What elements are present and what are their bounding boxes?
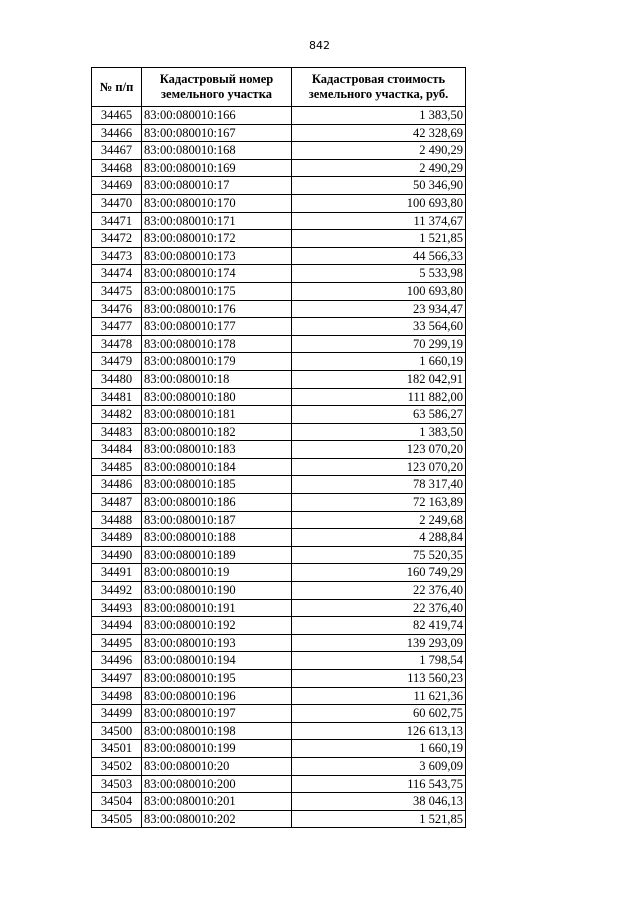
table-row [92, 599, 466, 617]
table-row [92, 282, 466, 300]
table-row [92, 705, 466, 723]
cadastral-number-cell: 83:00:080010:191 [142, 599, 292, 617]
cadastral-number-cell: 83:00:080010:195 [142, 670, 292, 688]
cadastral-value-cell: 1 660,19 [292, 353, 466, 371]
table-row [92, 687, 466, 705]
cadastral-value-cell: 139 293,09 [292, 634, 466, 652]
row-number-cell: 34474 [92, 265, 142, 283]
row-number-cell: 34466 [92, 124, 142, 142]
row-number-cell: 34504 [92, 793, 142, 811]
table-row [92, 564, 466, 582]
cadastral-number-cell: 83:00:080010:182 [142, 423, 292, 441]
cadastral-number-cell: 83:00:080010:200 [142, 775, 292, 793]
cadastral-number-cell: 83:00:080010:197 [142, 705, 292, 723]
cadastral-value-cell: 44 566,33 [292, 247, 466, 265]
row-number-cell: 34491 [92, 564, 142, 582]
cadastral-number-cell: 83:00:080010:181 [142, 406, 292, 424]
cadastral-number-cell: 83:00:080010:198 [142, 722, 292, 740]
row-number-cell: 34496 [92, 652, 142, 670]
cadastral-value-cell: 160 749,29 [292, 564, 466, 582]
cadastral-value-cell: 116 543,75 [292, 775, 466, 793]
header-cadastral-number: Кадастровый номер земельного участка [142, 68, 292, 107]
table-row [92, 212, 466, 230]
row-number-cell: 34480 [92, 370, 142, 388]
row-number-cell: 34467 [92, 142, 142, 160]
table-row [92, 142, 466, 160]
table-row [92, 124, 466, 142]
cadastral-number-cell: 83:00:080010:196 [142, 687, 292, 705]
cadastral-number-cell: 83:00:080010:201 [142, 793, 292, 811]
row-number-cell: 34495 [92, 634, 142, 652]
row-number-cell: 34478 [92, 335, 142, 353]
row-number-cell: 34476 [92, 300, 142, 318]
cadastral-value-cell: 70 299,19 [292, 335, 466, 353]
cadastral-number-cell: 83:00:080010:185 [142, 476, 292, 494]
row-number-cell: 34499 [92, 705, 142, 723]
row-number-cell: 34471 [92, 212, 142, 230]
table-row [92, 318, 466, 336]
table-row [92, 230, 466, 248]
cadastral-value-cell: 3 609,09 [292, 757, 466, 775]
table-row [92, 370, 466, 388]
cadastral-number-cell: 83:00:080010:177 [142, 318, 292, 336]
table-row [92, 582, 466, 600]
table-row [92, 722, 466, 740]
cadastral-value-cell: 2 490,29 [292, 159, 466, 177]
cadastral-value-cell: 22 376,40 [292, 582, 466, 600]
header-row-number: № п/п [92, 68, 142, 107]
row-number-cell: 34487 [92, 494, 142, 512]
table-row [92, 670, 466, 688]
table-row [92, 107, 466, 125]
row-number-cell: 34483 [92, 423, 142, 441]
row-number-cell: 34469 [92, 177, 142, 195]
cadastral-value-cell: 38 046,13 [292, 793, 466, 811]
cadastral-value-cell: 126 613,13 [292, 722, 466, 740]
cadastral-number-cell: 83:00:080010:19 [142, 564, 292, 582]
cadastral-number-cell: 83:00:080010:17 [142, 177, 292, 195]
table-row [92, 546, 466, 564]
cadastral-value-cell: 100 693,80 [292, 282, 466, 300]
cadastral-number-cell: 83:00:080010:194 [142, 652, 292, 670]
cadastral-value-cell: 123 070,20 [292, 458, 466, 476]
cadastral-number-cell: 83:00:080010:168 [142, 142, 292, 160]
cadastral-value-cell: 82 419,74 [292, 617, 466, 635]
table-row [92, 494, 466, 512]
table-row [92, 265, 466, 283]
cadastral-number-cell: 83:00:080010:189 [142, 546, 292, 564]
cadastral-number-cell: 83:00:080010:193 [142, 634, 292, 652]
cadastral-value-cell: 182 042,91 [292, 370, 466, 388]
row-number-cell: 34489 [92, 529, 142, 547]
cadastral-number-cell: 83:00:080010:187 [142, 511, 292, 529]
table-row [92, 757, 466, 775]
cadastral-number-cell: 83:00:080010:184 [142, 458, 292, 476]
cadastral-value-cell: 63 586,27 [292, 406, 466, 424]
cadastral-value-cell: 11 374,67 [292, 212, 466, 230]
cadastral-number-cell: 83:00:080010:20 [142, 757, 292, 775]
table-row [92, 406, 466, 424]
cadastral-value-cell: 1 798,54 [292, 652, 466, 670]
row-number-cell: 34482 [92, 406, 142, 424]
cadastral-value-cell: 4 288,84 [292, 529, 466, 547]
table-row [92, 793, 466, 811]
table-body [92, 107, 466, 828]
row-number-cell: 34497 [92, 670, 142, 688]
cadastral-number-cell: 83:00:080010:167 [142, 124, 292, 142]
row-number-cell: 34501 [92, 740, 142, 758]
cadastral-number-cell: 83:00:080010:171 [142, 212, 292, 230]
cadastral-number-cell: 83:00:080010:174 [142, 265, 292, 283]
row-number-cell: 34472 [92, 230, 142, 248]
table-row [92, 476, 466, 494]
table-row [92, 423, 466, 441]
row-number-cell: 34488 [92, 511, 142, 529]
table-header-row [92, 68, 466, 107]
cadastral-value-cell: 23 934,47 [292, 300, 466, 318]
cadastral-number-cell: 83:00:080010:175 [142, 282, 292, 300]
table-row [92, 529, 466, 547]
row-number-cell: 34485 [92, 458, 142, 476]
table-row [92, 335, 466, 353]
cadastral-value-cell: 72 163,89 [292, 494, 466, 512]
cadastral-number-cell: 83:00:080010:178 [142, 335, 292, 353]
table-row [92, 511, 466, 529]
table-row [92, 353, 466, 371]
table-row [92, 652, 466, 670]
cadastral-value-cell: 75 520,35 [292, 546, 466, 564]
cadastral-value-cell: 1 660,19 [292, 740, 466, 758]
row-number-cell: 34470 [92, 194, 142, 212]
row-number-cell: 34477 [92, 318, 142, 336]
row-number-cell: 34465 [92, 107, 142, 125]
cadastral-number-cell: 83:00:080010:180 [142, 388, 292, 406]
cadastral-number-cell: 83:00:080010:176 [142, 300, 292, 318]
table-row [92, 159, 466, 177]
cadastral-number-cell: 83:00:080010:169 [142, 159, 292, 177]
cadastral-number-cell: 83:00:080010:188 [142, 529, 292, 547]
table-row [92, 300, 466, 318]
cadastral-value-cell: 42 328,69 [292, 124, 466, 142]
table-row [92, 388, 466, 406]
cadastral-value-cell: 5 533,98 [292, 265, 466, 283]
row-number-cell: 34502 [92, 757, 142, 775]
cadastral-value-cell: 123 070,20 [292, 441, 466, 459]
row-number-cell: 34500 [92, 722, 142, 740]
row-number-cell: 34490 [92, 546, 142, 564]
cadastral-value-cell: 2 490,29 [292, 142, 466, 160]
cadastral-value-cell: 2 249,68 [292, 511, 466, 529]
cadastral-value-cell: 22 376,40 [292, 599, 466, 617]
row-number-cell: 34493 [92, 599, 142, 617]
page-number: 842 [309, 39, 330, 52]
row-number-cell: 34479 [92, 353, 142, 371]
cadastral-value-cell: 1 521,85 [292, 230, 466, 248]
table-row [92, 458, 466, 476]
table-row [92, 810, 466, 828]
cadastral-value-table [91, 67, 466, 828]
row-number-cell: 34481 [92, 388, 142, 406]
table-row [92, 740, 466, 758]
cadastral-value-cell: 111 882,00 [292, 388, 466, 406]
cadastral-number-cell: 83:00:080010:172 [142, 230, 292, 248]
cadastral-number-cell: 83:00:080010:199 [142, 740, 292, 758]
cadastral-value-cell: 78 317,40 [292, 476, 466, 494]
table-row [92, 775, 466, 793]
cadastral-number-cell: 83:00:080010:166 [142, 107, 292, 125]
cadastral-number-cell: 83:00:080010:186 [142, 494, 292, 512]
cadastral-value-cell: 33 564,60 [292, 318, 466, 336]
row-number-cell: 34492 [92, 582, 142, 600]
cadastral-value-cell: 100 693,80 [292, 194, 466, 212]
cadastral-number-cell: 83:00:080010:170 [142, 194, 292, 212]
row-number-cell: 34486 [92, 476, 142, 494]
cadastral-value-cell: 11 621,36 [292, 687, 466, 705]
cadastral-value-cell: 1 383,50 [292, 107, 466, 125]
row-number-cell: 34468 [92, 159, 142, 177]
table-row [92, 634, 466, 652]
cadastral-number-cell: 83:00:080010:179 [142, 353, 292, 371]
row-number-cell: 34494 [92, 617, 142, 635]
cadastral-number-cell: 83:00:080010:183 [142, 441, 292, 459]
cadastral-number-cell: 83:00:080010:202 [142, 810, 292, 828]
cadastral-value-cell: 113 560,23 [292, 670, 466, 688]
row-number-cell: 34475 [92, 282, 142, 300]
cadastral-number-cell: 83:00:080010:192 [142, 617, 292, 635]
row-number-cell: 34505 [92, 810, 142, 828]
table-row [92, 177, 466, 195]
row-number-cell: 34484 [92, 441, 142, 459]
header-cadastral-value: Кадастровая стоимость земельного участка, руб. [292, 68, 466, 107]
cadastral-value-cell: 60 602,75 [292, 705, 466, 723]
cadastral-number-cell: 83:00:080010:190 [142, 582, 292, 600]
cadastral-value-cell: 1 521,85 [292, 810, 466, 828]
table-row [92, 247, 466, 265]
cadastral-number-cell: 83:00:080010:18 [142, 370, 292, 388]
cadastral-number-cell: 83:00:080010:173 [142, 247, 292, 265]
row-number-cell: 34473 [92, 247, 142, 265]
cadastral-value-cell: 50 346,90 [292, 177, 466, 195]
row-number-cell: 34498 [92, 687, 142, 705]
table-row [92, 194, 466, 212]
table-row [92, 441, 466, 459]
table-row [92, 617, 466, 635]
cadastral-value-cell: 1 383,50 [292, 423, 466, 441]
row-number-cell: 34503 [92, 775, 142, 793]
